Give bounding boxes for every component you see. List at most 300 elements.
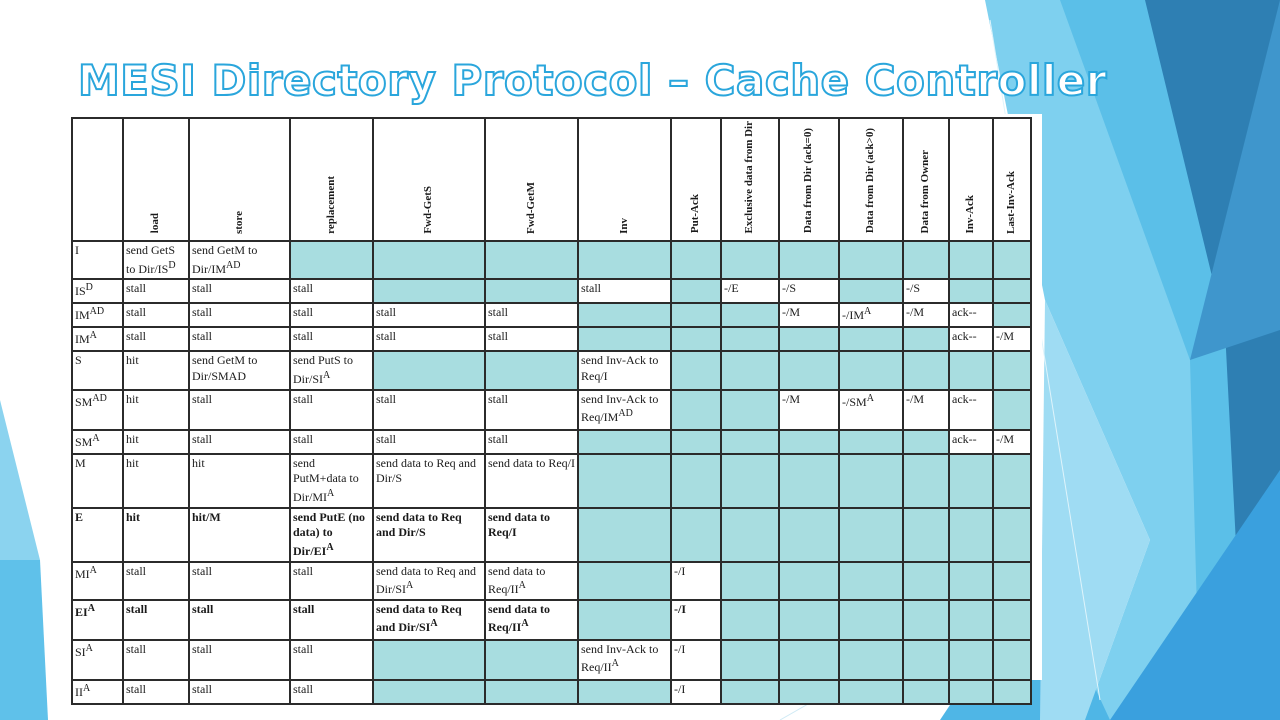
transition-cell bbox=[189, 390, 290, 430]
transition-cell bbox=[373, 508, 485, 562]
empty-cell bbox=[721, 241, 779, 279]
column-header bbox=[578, 118, 671, 241]
empty-cell bbox=[671, 279, 721, 303]
cell-text: stall bbox=[126, 641, 146, 656]
empty-cell bbox=[993, 508, 1031, 562]
column-header-label: store bbox=[232, 210, 245, 234]
transition-cell bbox=[123, 600, 189, 640]
cell-text: stall bbox=[376, 329, 396, 344]
state-label: S bbox=[75, 353, 82, 368]
cell-text: hit bbox=[192, 455, 205, 470]
empty-cell bbox=[993, 600, 1031, 640]
table-row bbox=[72, 680, 1031, 704]
table-row bbox=[72, 279, 1031, 303]
state-superscript: A bbox=[89, 564, 97, 576]
transition-cell bbox=[123, 327, 189, 351]
transition-cell bbox=[485, 454, 578, 508]
transition-cell bbox=[290, 640, 373, 680]
cell-text: send Inv-Ack to Req/I bbox=[581, 353, 659, 383]
transition-cell bbox=[123, 454, 189, 508]
empty-cell bbox=[839, 508, 903, 562]
cell-text: stall bbox=[126, 329, 146, 344]
empty-cell bbox=[373, 680, 485, 704]
state-label: II bbox=[75, 684, 83, 699]
empty-cell bbox=[903, 241, 949, 279]
state-cell bbox=[72, 327, 123, 351]
cell-superscript: A bbox=[611, 658, 619, 670]
empty-cell bbox=[578, 241, 671, 279]
transition-cell bbox=[903, 390, 949, 430]
transition-cell bbox=[290, 454, 373, 508]
cell-superscript: A bbox=[323, 369, 331, 381]
empty-cell bbox=[373, 241, 485, 279]
empty-cell bbox=[949, 279, 993, 303]
empty-cell bbox=[485, 279, 578, 303]
empty-cell bbox=[721, 508, 779, 562]
column-header bbox=[123, 118, 189, 241]
transition-cell bbox=[189, 241, 290, 279]
cell-text: send data to Req/II bbox=[488, 601, 551, 635]
transition-cell bbox=[189, 600, 290, 640]
empty-cell bbox=[779, 640, 839, 680]
column-header-label: Exclusive data from Dir bbox=[743, 121, 756, 234]
cell-text: stall bbox=[192, 641, 212, 656]
transition-cell bbox=[123, 640, 189, 680]
empty-cell bbox=[671, 508, 721, 562]
cell-text: -/M bbox=[996, 329, 1014, 344]
empty-cell bbox=[671, 351, 721, 389]
state-label: SM bbox=[75, 394, 93, 409]
cell-superscript: A bbox=[864, 306, 872, 318]
empty-cell bbox=[903, 430, 949, 454]
empty-cell bbox=[903, 454, 949, 508]
state-label: M bbox=[75, 455, 86, 470]
cell-text: send GetS to Dir/IS bbox=[126, 243, 175, 276]
header-row bbox=[72, 118, 1031, 241]
cell-superscript: A bbox=[866, 392, 874, 404]
table-row bbox=[72, 454, 1031, 508]
cell-text: stall bbox=[293, 305, 313, 320]
transition-cell bbox=[189, 279, 290, 303]
table-row bbox=[72, 508, 1031, 562]
column-header bbox=[373, 118, 485, 241]
empty-cell bbox=[779, 351, 839, 389]
column-header bbox=[189, 118, 290, 241]
transition-cell bbox=[485, 508, 578, 562]
cell-text: stall bbox=[192, 563, 212, 578]
state-superscript: AD bbox=[92, 392, 107, 404]
cell-text: stall bbox=[192, 305, 212, 320]
transition-cell bbox=[189, 640, 290, 680]
transition-cell bbox=[903, 303, 949, 327]
empty-cell bbox=[779, 241, 839, 279]
transition-cell bbox=[123, 303, 189, 327]
cell-text: -/M bbox=[782, 391, 800, 406]
empty-cell bbox=[779, 562, 839, 600]
state-label: EI bbox=[75, 604, 88, 619]
empty-cell bbox=[721, 390, 779, 430]
transition-cell bbox=[373, 454, 485, 508]
empty-cell bbox=[578, 508, 671, 562]
transition-cell bbox=[290, 351, 373, 389]
state-label: MI bbox=[75, 566, 90, 581]
state-label: I bbox=[75, 243, 79, 258]
transition-cell bbox=[123, 508, 189, 562]
cell-text: stall bbox=[293, 391, 313, 406]
transition-cell bbox=[189, 454, 290, 508]
state-label: IM bbox=[75, 332, 90, 347]
cell-text: ack-- bbox=[952, 329, 977, 344]
column-header bbox=[671, 118, 721, 241]
cell-text: stall bbox=[126, 305, 146, 320]
cell-text: stall bbox=[376, 431, 396, 446]
state-label: SI bbox=[75, 644, 86, 659]
state-cell bbox=[72, 279, 123, 303]
transition-cell bbox=[949, 430, 993, 454]
cell-text: stall bbox=[581, 281, 601, 296]
table-row bbox=[72, 303, 1031, 327]
empty-cell bbox=[993, 241, 1031, 279]
cell-text: send data to Req and Dir/SI bbox=[376, 601, 462, 635]
header-corner bbox=[72, 118, 123, 241]
transition-cell bbox=[578, 351, 671, 389]
transition-cell bbox=[485, 390, 578, 430]
cell-text: ack-- bbox=[952, 305, 977, 320]
cell-text: stall bbox=[126, 601, 148, 616]
empty-cell bbox=[949, 640, 993, 680]
column-header bbox=[993, 118, 1031, 241]
table-row bbox=[72, 390, 1031, 430]
column-header-label: Inv bbox=[617, 217, 630, 234]
empty-cell bbox=[671, 241, 721, 279]
transition-cell bbox=[779, 279, 839, 303]
empty-cell bbox=[949, 454, 993, 508]
empty-cell bbox=[993, 351, 1031, 389]
empty-cell bbox=[839, 680, 903, 704]
empty-cell bbox=[671, 430, 721, 454]
transition-cell bbox=[779, 303, 839, 327]
cell-text: send data to Req/I bbox=[488, 455, 575, 470]
empty-cell bbox=[578, 454, 671, 508]
column-header bbox=[779, 118, 839, 241]
transition-cell bbox=[290, 430, 373, 454]
transition-cell bbox=[373, 430, 485, 454]
cell-text: -/I bbox=[674, 681, 686, 696]
transition-cell bbox=[290, 303, 373, 327]
transition-cell bbox=[949, 327, 993, 351]
transition-cell bbox=[373, 327, 485, 351]
empty-cell bbox=[485, 351, 578, 389]
empty-cell bbox=[949, 600, 993, 640]
transition-cell bbox=[290, 600, 373, 640]
cell-superscript: D bbox=[168, 259, 176, 271]
cell-text: hit bbox=[126, 431, 139, 446]
cell-text: -/S bbox=[906, 281, 921, 296]
column-header-label: Inv-Ack bbox=[964, 195, 977, 234]
cell-superscript: A bbox=[518, 580, 526, 592]
transition-cell bbox=[123, 351, 189, 389]
cell-text: send data to Req/II bbox=[488, 563, 546, 597]
cell-superscript: AD bbox=[226, 259, 241, 271]
cell-text: -/M bbox=[906, 391, 924, 406]
transition-cell bbox=[578, 390, 671, 430]
state-cell bbox=[72, 303, 123, 327]
transition-cell bbox=[290, 279, 373, 303]
empty-cell bbox=[373, 351, 485, 389]
table-row bbox=[72, 430, 1031, 454]
transition-cell bbox=[721, 279, 779, 303]
protocol-table-image bbox=[62, 114, 1042, 699]
cell-text: send data to Req/I bbox=[488, 509, 551, 540]
empty-cell bbox=[578, 680, 671, 704]
empty-cell bbox=[779, 600, 839, 640]
empty-cell bbox=[993, 680, 1031, 704]
transition-cell bbox=[485, 303, 578, 327]
state-cell bbox=[72, 454, 123, 508]
cell-text: stall bbox=[192, 601, 214, 616]
cell-text: send Inv-Ack to Req/IM bbox=[581, 391, 659, 425]
column-header-label: Put-Ack bbox=[689, 194, 702, 234]
cell-text: send Inv-Ack to Req/II bbox=[581, 641, 659, 675]
transition-cell bbox=[949, 303, 993, 327]
state-superscript: AD bbox=[89, 306, 105, 318]
empty-cell bbox=[839, 600, 903, 640]
empty-cell bbox=[993, 454, 1031, 508]
state-superscript: D bbox=[85, 282, 93, 294]
slide-title: MESI Directory Protocol – Cache Controller bbox=[78, 56, 1107, 105]
empty-cell bbox=[671, 303, 721, 327]
empty-cell bbox=[949, 508, 993, 562]
column-header-label: Data from Dir (ack=0) bbox=[802, 128, 815, 234]
cell-superscript: A bbox=[406, 580, 414, 592]
transition-cell bbox=[485, 327, 578, 351]
state-cell bbox=[72, 562, 123, 600]
empty-cell bbox=[903, 351, 949, 389]
empty-cell bbox=[721, 327, 779, 351]
column-header-label: Last-Inv-Ack bbox=[1005, 170, 1018, 234]
state-cell bbox=[72, 241, 123, 279]
column-header bbox=[290, 118, 373, 241]
state-superscript: A bbox=[87, 602, 95, 614]
cell-superscript: A bbox=[430, 618, 438, 630]
cell-text: stall bbox=[192, 281, 212, 296]
empty-cell bbox=[721, 680, 779, 704]
empty-cell bbox=[779, 680, 839, 704]
transition-cell bbox=[903, 279, 949, 303]
transition-cell bbox=[290, 562, 373, 600]
cell-text: -/M bbox=[782, 305, 800, 320]
empty-cell bbox=[949, 241, 993, 279]
transition-cell bbox=[373, 600, 485, 640]
cell-text: stall bbox=[192, 329, 212, 344]
empty-cell bbox=[993, 640, 1031, 680]
empty-cell bbox=[779, 454, 839, 508]
transition-cell bbox=[671, 600, 721, 640]
cell-text: send data to Req and Dir/S bbox=[376, 455, 476, 486]
column-header bbox=[839, 118, 903, 241]
empty-cell bbox=[671, 327, 721, 351]
cell-text: send data to Req and Dir/SI bbox=[376, 563, 476, 597]
cell-text: send PutS to Dir/SI bbox=[293, 353, 354, 386]
table-row bbox=[72, 600, 1031, 640]
empty-cell bbox=[903, 680, 949, 704]
cell-text: -/E bbox=[724, 281, 739, 296]
cell-text: stall bbox=[488, 391, 508, 406]
empty-cell bbox=[993, 279, 1031, 303]
empty-cell bbox=[993, 390, 1031, 430]
transition-cell bbox=[189, 303, 290, 327]
transition-cell bbox=[993, 430, 1031, 454]
empty-cell bbox=[578, 600, 671, 640]
empty-cell bbox=[721, 562, 779, 600]
transition-cell bbox=[189, 430, 290, 454]
table-row bbox=[72, 640, 1031, 680]
empty-cell bbox=[373, 640, 485, 680]
empty-cell bbox=[578, 303, 671, 327]
empty-cell bbox=[839, 351, 903, 389]
transition-cell bbox=[123, 562, 189, 600]
cell-text: stall bbox=[488, 329, 508, 344]
cell-text: stall bbox=[293, 329, 313, 344]
state-superscript: A bbox=[89, 330, 97, 342]
empty-cell bbox=[485, 680, 578, 704]
empty-cell bbox=[839, 430, 903, 454]
empty-cell bbox=[779, 430, 839, 454]
cell-text: hit/M bbox=[192, 509, 221, 524]
empty-cell bbox=[373, 279, 485, 303]
column-header bbox=[485, 118, 578, 241]
transition-cell bbox=[993, 327, 1031, 351]
cell-text: -/SM bbox=[842, 394, 867, 409]
transition-cell bbox=[123, 241, 189, 279]
column-header bbox=[903, 118, 949, 241]
empty-cell bbox=[839, 454, 903, 508]
state-cell bbox=[72, 508, 123, 562]
empty-cell bbox=[721, 303, 779, 327]
cell-superscript: A bbox=[327, 487, 335, 499]
empty-cell bbox=[779, 508, 839, 562]
state-cell bbox=[72, 351, 123, 389]
empty-cell bbox=[485, 241, 578, 279]
transition-cell bbox=[949, 390, 993, 430]
transition-cell bbox=[123, 279, 189, 303]
cell-text: stall bbox=[376, 391, 396, 406]
state-label: E bbox=[75, 509, 84, 524]
protocol-table bbox=[71, 117, 1032, 705]
transition-cell bbox=[290, 508, 373, 562]
transition-cell bbox=[123, 390, 189, 430]
cell-text: stall bbox=[126, 681, 146, 696]
cell-superscript: AD bbox=[618, 408, 633, 420]
table-row bbox=[72, 327, 1031, 351]
cell-text: send PutM+data to Dir/MI bbox=[293, 455, 359, 504]
cell-text: -/S bbox=[782, 281, 797, 296]
table-row bbox=[72, 562, 1031, 600]
empty-cell bbox=[839, 279, 903, 303]
cell-text: hit bbox=[126, 391, 139, 406]
empty-cell bbox=[578, 430, 671, 454]
state-label: SM bbox=[75, 434, 93, 449]
column-header-label: replacement bbox=[324, 175, 337, 234]
transition-cell bbox=[779, 390, 839, 430]
empty-cell bbox=[993, 562, 1031, 600]
empty-cell bbox=[839, 327, 903, 351]
cell-text: stall bbox=[293, 641, 313, 656]
state-cell bbox=[72, 430, 123, 454]
transition-cell bbox=[578, 640, 671, 680]
transition-cell bbox=[373, 303, 485, 327]
empty-cell bbox=[949, 680, 993, 704]
empty-cell bbox=[903, 508, 949, 562]
cell-text: -/I bbox=[674, 563, 686, 578]
cell-text: -/IM bbox=[842, 308, 864, 323]
cell-text: send GetM to Dir/SMAD bbox=[192, 353, 258, 383]
cell-text: -/M bbox=[906, 305, 924, 320]
cell-text: ack-- bbox=[952, 391, 977, 406]
cell-text: stall bbox=[376, 305, 396, 320]
empty-cell bbox=[903, 562, 949, 600]
transition-cell bbox=[671, 640, 721, 680]
transition-cell bbox=[189, 508, 290, 562]
empty-cell bbox=[949, 351, 993, 389]
state-superscript: A bbox=[83, 682, 91, 694]
cell-text: stall bbox=[192, 391, 212, 406]
transition-cell bbox=[485, 430, 578, 454]
transition-cell bbox=[189, 327, 290, 351]
transition-cell bbox=[373, 562, 485, 600]
cell-text: -/I bbox=[674, 641, 686, 656]
cell-text: stall bbox=[488, 431, 508, 446]
transition-cell bbox=[290, 680, 373, 704]
cell-text: stall bbox=[293, 281, 313, 296]
transition-cell bbox=[578, 279, 671, 303]
cell-text: ack-- bbox=[952, 431, 977, 446]
cell-text: -/I bbox=[674, 601, 686, 616]
cell-text: stall bbox=[126, 281, 146, 296]
cell-text: hit bbox=[126, 353, 139, 368]
transition-cell bbox=[485, 600, 578, 640]
table-row bbox=[72, 241, 1031, 279]
empty-cell bbox=[671, 454, 721, 508]
transition-cell bbox=[671, 680, 721, 704]
empty-cell bbox=[485, 640, 578, 680]
transition-cell bbox=[290, 390, 373, 430]
cell-text: stall bbox=[293, 601, 315, 616]
state-cell bbox=[72, 640, 123, 680]
empty-cell bbox=[839, 640, 903, 680]
cell-superscript: A bbox=[326, 541, 334, 553]
transition-cell bbox=[189, 680, 290, 704]
empty-cell bbox=[779, 327, 839, 351]
cell-text: stall bbox=[192, 681, 212, 696]
transition-cell bbox=[485, 562, 578, 600]
empty-cell bbox=[578, 327, 671, 351]
column-header-label: Fwd-GetM bbox=[524, 181, 537, 234]
cell-text: hit bbox=[126, 455, 139, 470]
column-header-label: load bbox=[149, 213, 162, 234]
state-label: IS bbox=[75, 284, 86, 299]
column-header bbox=[949, 118, 993, 241]
table-body bbox=[72, 241, 1031, 704]
column-header-label: Data from Owner bbox=[919, 150, 932, 234]
cell-text: send PutE (no data) to Dir/EI bbox=[293, 509, 366, 558]
empty-cell bbox=[839, 562, 903, 600]
transition-cell bbox=[123, 430, 189, 454]
empty-cell bbox=[993, 303, 1031, 327]
empty-cell bbox=[721, 430, 779, 454]
cell-text: stall bbox=[126, 563, 146, 578]
column-header-label: Data from Dir (ack>0) bbox=[864, 128, 877, 234]
